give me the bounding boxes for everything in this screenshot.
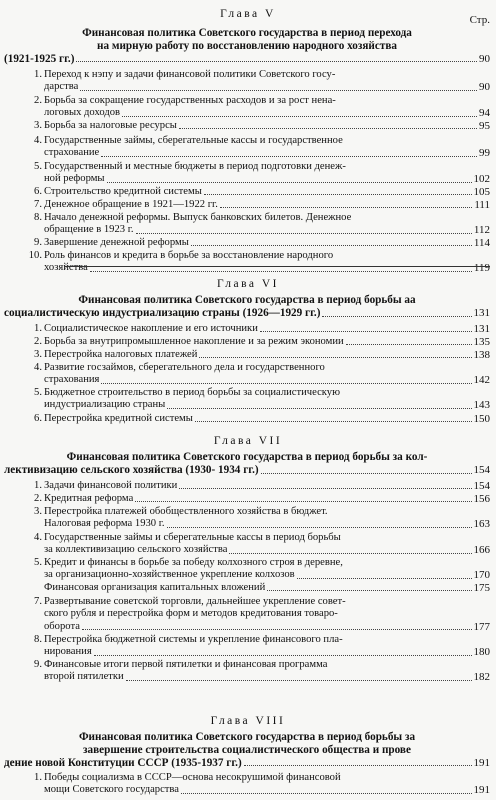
toc-entry[interactable] [20,135,490,160]
entry-text: ной реформы [44,173,105,185]
entry-body [44,772,490,797]
dot-leader [80,90,477,91]
entry-page-number: 191 [473,784,490,797]
entry-page-number: 166 [473,544,490,557]
entry-last-line [44,413,490,425]
entry-text: мощи Советского государства [44,784,179,796]
entry-text: Кредитная реформа [44,493,134,504]
entry-text: страхования [44,374,100,386]
toc-entry[interactable] [20,506,490,531]
dot-leader [195,421,472,422]
toc-entry[interactable] [20,634,490,659]
entry-page-number: 163 [473,518,490,531]
dot-leader [297,578,472,579]
entry-text-line: Переход к нэпу и задачи финансовой политики Советского госу- [44,69,336,80]
toc-entry[interactable] [20,659,490,684]
entry-text: Завершение денежной реформы [44,237,189,248]
toc-entry[interactable] [20,69,490,94]
entry-page-number: 90 [479,81,490,94]
chapter-title-last-line [4,307,490,320]
entry-last-line [44,399,490,411]
chapter-heading: Глава VI [216,278,280,290]
entry-page-number: 143 [473,399,490,412]
entry-last-line [44,569,490,581]
entry-body [44,69,490,94]
entry-text: Налоговая реформа 1930 г. [44,518,165,530]
entry-last-line [44,784,490,796]
dot-leader [101,156,477,157]
entry-page-number: 135 [473,336,490,348]
entry-number: 3. [34,120,42,131]
chapter-title-line: Финансовая политика Советского государства в период борьбы за кол- [66,451,428,463]
chapter-title-line: завершение строительства социалистического общества и прове [83,743,411,756]
entry-text-line: ского рубля и перестройка форм и методов кредитования товаро- [44,608,338,620]
entry-number: 2. [34,493,42,504]
entry-text-line: Государственные займы, сберегательные кассы и государственное [44,135,343,146]
entry-number: 1. [34,480,42,491]
entry-last-line [44,374,490,386]
toc-entry[interactable] [20,199,490,211]
entry-body [44,161,490,186]
entry-number: 2. [34,95,42,106]
dot-leader [322,316,471,317]
chapter-title-text: (1921-1925 гг.) [4,52,75,65]
entry-page-number: 95 [479,120,490,132]
toc-entry[interactable] [20,323,490,335]
dot-leader [167,408,471,409]
chapter-title-line: Финансовая политика Советского государства в период борьбы аа [78,294,416,306]
entry-number: 2. [34,336,42,347]
entry-body [44,387,490,412]
chapter-title-line: Финансовая политика Советского государства в период перехода [82,27,412,39]
entry-text-line: Перестройка платежей обобществленного хозяйства в бюджет. [44,506,328,517]
chapter-title-text: лективизацию сельского хозяйства (1930- 1934 гг.) [4,463,259,476]
chapter-page-number: 131 [473,306,490,319]
entry-page-number: 114 [473,237,490,249]
entry-number: 6. [34,413,42,424]
toc-entry[interactable] [20,387,490,412]
toc-entry[interactable] [20,362,490,387]
entry-last-line [44,107,490,119]
entry-number: 8. [34,634,42,645]
entry-last-line [44,518,490,530]
entry-page-number: 111 [474,199,490,211]
toc-entry[interactable] [20,95,490,120]
dot-leader [204,194,472,195]
entry-number: 7. [34,199,42,210]
entry-text-line: Финансовые итоги первой пятилетки и финансовая программа [44,659,328,670]
entry-text: страхование [44,147,100,159]
entry-body [44,349,490,361]
chapter-title [4,27,490,65]
dot-leader [101,383,471,384]
chapter-title-last-line [4,464,490,477]
entry-text: Строительство кредитной системы [44,186,202,197]
entry-page-number: 131 [473,323,490,335]
entry-text: Денежное обращение в 1921—1922 гг. [44,199,218,210]
entry-page-number: 138 [473,349,490,361]
entry-body [44,659,490,684]
dot-leader [229,553,471,554]
entry-last-line [44,199,490,211]
entry-page-number: 142 [473,374,490,387]
toc-entry[interactable] [20,349,490,361]
chapter-page-number: 90 [479,52,490,65]
entry-body [44,95,490,120]
entry-body [44,250,490,275]
entry-text: нирования [44,646,92,658]
entry-text: за организационно-хозяйственное укрепление колхозов [44,569,295,581]
entry-last-line [44,323,490,335]
toc-entry[interactable] [20,596,490,633]
dot-leader [179,128,477,129]
entry-body [44,532,490,557]
entry-number: 5. [34,557,42,568]
entry-page-number: 105 [473,186,490,198]
entry-text-line: Кредит и финансы в борьбе за победу колхозного строя в деревне, [44,557,343,568]
dot-leader [191,245,472,246]
entry-text: оборота [44,620,80,632]
entry-text-line: Государственные займы и сберегательные кассы в период борьбы [44,532,341,543]
dot-leader [136,233,472,234]
entry-text: Задачи финансовой политики [44,480,178,491]
entry-number: 7. [34,596,42,607]
chapter-title [4,451,490,477]
entry-body [44,413,490,425]
dot-leader [199,357,471,358]
entry-page-number: 170 [473,569,490,582]
dot-leader [167,527,472,528]
toc-entry[interactable] [20,557,490,582]
chapter-title-line: на мирную работу по восстановлению народного хозяйства [97,39,397,52]
entry-number: 9. [34,237,42,248]
entry-text: второй пятилетки [44,671,124,683]
entry-text: Социалистическое накопление и его источники [44,323,258,334]
toc-entry[interactable] [20,212,490,237]
dot-leader [94,655,472,656]
entry-page-number: 102 [473,173,490,186]
entry-page-number: 156 [473,493,490,505]
entry-body [44,323,490,335]
entry-body [44,135,490,160]
entry-body [44,582,490,594]
entry-body [44,493,490,505]
chapter-page-number: 191 [473,756,490,769]
toc-entry[interactable] [20,336,490,348]
entry-body [44,199,490,211]
chapter-heading: Глава V [220,8,276,20]
entry-last-line [44,646,490,658]
entry-last-line [44,173,490,185]
entry-number: 3. [34,506,42,517]
entry-text: за коллективизацию сельского хозяйства [44,544,228,556]
entry-last-line [44,671,490,683]
chapter-title-line: Финансовая политика Советского государства в период борьбы за [78,731,416,743]
toc-entry[interactable] [20,186,490,198]
entry-text: хозяйства [44,262,88,274]
entry-last-line [44,336,490,348]
entry-last-line [44,544,490,556]
entry-text-line: Роль финансов и кредита в борьбе за восстановление народного [44,250,334,261]
entry-text-line: Развертывание советской торговли, дальнейшее укрепление совет- [44,596,346,607]
dot-leader [179,488,471,489]
entry-number: 1. [34,772,42,783]
entry-text: дарства [44,81,79,93]
section-divider [64,266,490,267]
entry-text: Перестройка кредитной системы [44,413,193,424]
entry-text-line: Развитие госзаймов, сберегательного дела и государственного [44,362,325,373]
entry-last-line [44,186,490,198]
toc-entry[interactable] [20,480,490,492]
entry-last-line [44,262,490,274]
dot-leader [244,765,472,766]
entry-text: Борьба за внутрипромышленное накопление и за режим экономии [44,336,344,347]
dot-leader [267,590,471,591]
dot-leader [107,182,472,183]
entry-number: 4. [34,362,42,373]
dot-leader [135,501,471,502]
entry-last-line [44,480,490,492]
entry-last-line [44,81,490,93]
dot-leader [82,629,472,630]
chapter-heading: Глава VIII [210,715,286,727]
entry-text-line: Государственный и местные бюджеты в период подготовки денеж- [44,161,346,172]
entry-number: 8. [34,212,42,223]
entry-page-number: 119 [473,262,490,275]
entry-number: 5. [34,387,42,398]
chapter-heading: Глава VII [213,435,283,447]
dot-leader [220,207,472,208]
entry-body [44,186,490,198]
entry-last-line [44,237,490,249]
chapter-title [4,294,490,320]
entry-number: 6. [34,186,42,197]
dot-leader [260,331,472,332]
entry-body [44,634,490,659]
entry-body [44,336,490,348]
chapter-title-last-line [4,757,490,770]
entry-number: 1. [34,323,42,334]
entry-page-number: 94 [479,107,490,120]
toc-entry[interactable] [20,413,490,425]
toc-entry[interactable] [20,161,490,186]
entry-last-line [44,582,490,594]
dot-leader [122,116,477,117]
entry-text-line: Победы социализма в СССР—основа несокрушимой финансовой [44,772,341,783]
chapter-title-text: социалистическую индустриализацию страны (1926—1929 гг.) [4,306,321,319]
dot-leader [261,473,472,474]
entry-text-line: Борьба за сокращение государственных расходов и за рост нена- [44,95,336,106]
entry-body [44,506,490,531]
entry-body [44,362,490,387]
entry-text-line: Начало денежной реформы. Выпуск банковских билетов. Денежное [44,212,352,223]
entry-number: 1. [34,69,42,80]
entry-number: 4. [34,532,42,543]
dot-leader [181,793,472,794]
chapter-title-last-line [4,53,490,66]
entry-text-line: Перестройка бюджетной системы и укрепление финансового пла- [44,634,343,645]
dot-leader [76,61,477,62]
chapter-page-number: 154 [473,463,490,476]
entry-last-line [44,120,490,132]
toc-entry[interactable] [20,493,490,505]
entry-page-number: 112 [473,224,490,237]
entry-body [44,596,490,633]
chapter-title [4,731,490,769]
entry-page-number: 99 [479,147,490,160]
entry-text: Перестройка налоговых платежей [44,349,198,360]
toc-entry[interactable] [20,772,490,797]
entry-page-number: 177 [473,620,490,633]
entry-text: логовых доходов [44,107,121,119]
entry-last-line [44,147,490,159]
dot-leader [90,271,472,272]
entry-page-number: 175 [473,582,490,594]
entry-page-number: 182 [473,671,490,684]
entry-number: 9. [34,659,42,670]
toc-entry[interactable] [20,532,490,557]
entry-body [44,237,490,249]
dot-leader [346,344,472,345]
entry-body [44,120,490,132]
entry-number: 5. [34,161,42,172]
entry-body [44,557,490,582]
entry-last-line [44,349,490,361]
toc-entry[interactable] [20,250,490,275]
entry-body [44,480,490,492]
entry-page-number: 150 [473,413,490,425]
toc-entry[interactable] [20,237,490,249]
entry-page-number: 154 [473,480,490,492]
entry-last-line [44,493,490,505]
entry-number: 4. [34,135,42,146]
entry-text: индустриализацию страны [44,399,166,411]
entry-number: 10. [28,250,42,261]
chapter-title-text: дение новой Конституции СССР (1935-1937 гг.) [4,756,242,769]
entry-text: Борьба за налоговые ресурсы [44,120,177,131]
toc-entry[interactable] [20,582,490,594]
entry-text: Финансовая организация капитальных вложений [44,582,266,593]
toc-entry[interactable] [20,120,490,132]
entry-number: 3. [34,349,42,360]
dot-leader [126,680,472,681]
entry-body [44,212,490,237]
entry-last-line [44,224,490,236]
entry-last-line [44,621,490,633]
entry-page-number: 180 [473,646,490,659]
entry-text-line: Бюджетное строительство в период борьбы за социалистическую [44,387,341,398]
entry-text: обращение в 1923 г. [44,224,134,236]
page-column-label: Стр. [469,14,490,26]
